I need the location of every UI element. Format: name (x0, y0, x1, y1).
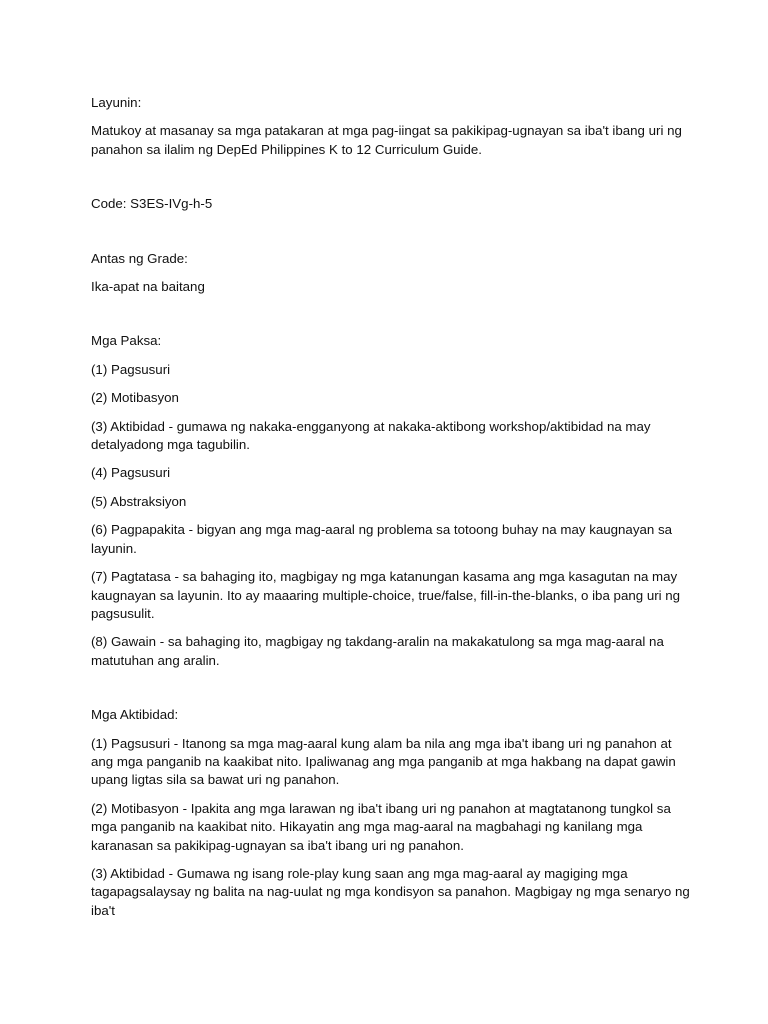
spacer (91, 680, 691, 706)
topic-item: (5) Abstraksiyon (91, 493, 187, 509)
spacer (91, 169, 691, 195)
objective-heading: Layunin: (91, 95, 142, 110)
activities-heading: Mga Aktibidad: (91, 707, 179, 723)
topic-item: (4) Pagsusuri (91, 465, 171, 481)
grade-heading: Antas ng Grade: (91, 250, 188, 266)
document-body (91, 94, 691, 930)
curriculum-code: Code: S3ES-IVg-h-5 (91, 196, 213, 212)
topics-heading: Mga Paksa: (91, 333, 162, 349)
topic-item: (1) Pagsusuri (91, 361, 171, 377)
objective-text: Matukoy at masanay sa mga patakaran at mga pag-iingat sa pakikipag-ugnayan sa iba't ibang uri ng panahon sa ilalim ng DepEd Philippines K to 12 Curriculum Guide. (91, 123, 682, 157)
activity-item: (1) Pagsusuri - Itanong sa mga mag-aaral kung alam ba nila ang mga iba't ibang uri ng panahon at ang mga panganib na kaakibat nito. Ipaliwanag ang mga panganib at mga hakbang na dapat gawin upang ligtas sila sa bawat uri ng panahon. (91, 735, 676, 788)
spacer (91, 224, 691, 250)
topic-item: (6) Pagpapakita - bigyan ang mga mag-aaral ng problema sa totoong buhay na may kaugnayan sa layunin. (91, 522, 672, 556)
activity-item: (2) Motibasyon - Ipakita ang mga larawan ng iba't ibang uri ng panahon at magtatanong tungkol sa mga panganib na kaakibat nito. Hikayatin ang mga mag-aaral na magbahagi ng kanilang mga karanasan sa pakikipag-ugnayan sa iba't ibang uri ng panahon. (91, 800, 671, 853)
grade-value: Ika-apat na baitang (91, 279, 205, 295)
topic-item: (8) Gawain - sa bahaging ito, magbigay ng takdang-aralin na makakatulong sa mga mag-aaral na matutuhan ang aralin. (91, 634, 664, 668)
topic-item: (2) Motibasyon (91, 390, 179, 406)
spacer (91, 306, 691, 332)
activity-item: (3) Aktibidad - Gumawa ng isang role-play kung saan ang mga mag-aaral ay magiging mga tagapagsalaysay ng balita na nag-uulat ng mga kondisyon sa panahon. Magbigay ng mga senaryo ng iba't (91, 865, 690, 918)
topic-item: (3) Aktibidad - gumawa ng nakaka-engganyong at nakaka-aktibong workshop/aktibidad na may detalyadong mga tagubilin. (91, 418, 651, 453)
topic-item: (7) Pagtatasa - sa bahaging ito, magbigay ng mga katanungan kasama ang mga kasagutan na may kaugnayan sa layunin. Ito ay maaaring multiple-choice, true/false, fill-in-the-blanks, o iba pang uri ng pagsusulit. (91, 569, 681, 621)
